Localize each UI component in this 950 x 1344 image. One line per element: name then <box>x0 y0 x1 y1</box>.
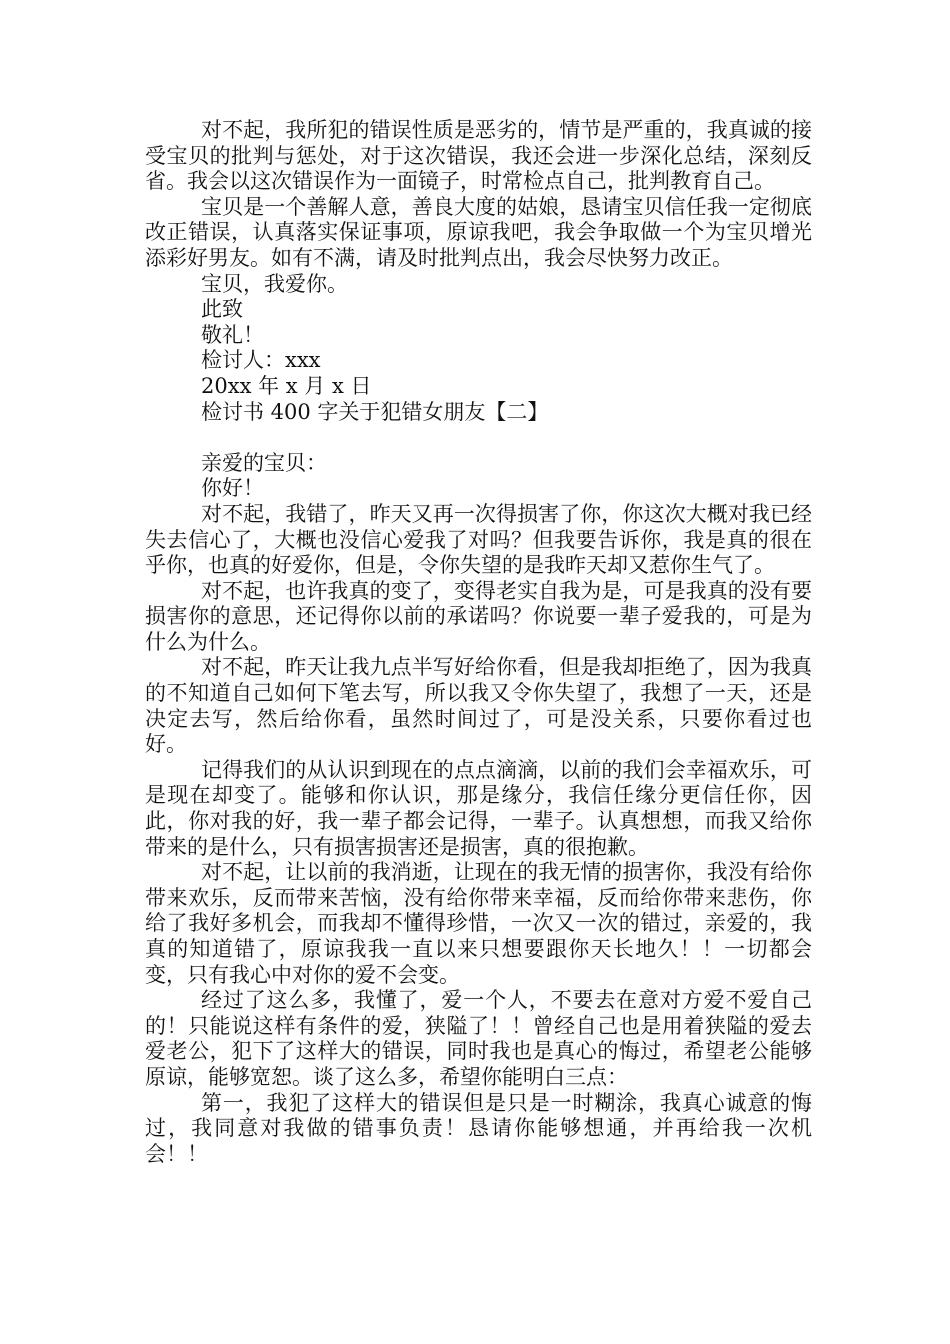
paragraph-refused-writing: 对不起，昨天让我九点半写好给你看，但是我却拒绝了，因为我真的不知道自己如何下笔去写，所以我又令你失望了，我想了一天，还是决定去写，然后给你看，虽然时间过了，可是没关系，只要你看过也好。 <box>145 655 812 757</box>
paragraph-changed: 对不起，也许我真的变了，变得老实自我为是，可是我真的没有要损害你的意思，还记得你以前的承诺吗？你说要一辈子爱我的，可是为什么为什么。 <box>145 578 812 654</box>
date-line: 20xx 年 x 月 x 日 <box>201 373 372 398</box>
paragraph-apology-nature: 对不起，我所犯的错误性质是恶劣的，情节是严重的，我真诚的接受宝贝的批判与惩处，对于这次错误，我还会进一步深化总结，深刻反省。我会以这次错误作为一面镜子，时常检点自己，批判教育自己。 <box>145 118 812 194</box>
paragraph-regret: 对不起，让以前的我消逝，让现在的我无情的损害你，我没有给你带来欢乐，反而带来苦恼，没有给你带来幸福，反而给你带来悲伤，你给了我好多机会，而我却不懂得珍惜，一次又一次的错过，亲爱的，我真的知道错了，原谅我我一直以来只想要跟你天长地久！！一切都会变，只有我心中对你的爱不会变。 <box>145 860 812 987</box>
paragraph-promise-change: 宝贝是一个善解人意，善良大度的姑娘，恳请宝贝信任我一定彻底改正错误，认真落实保证事项，原谅我吧，我会争取做一个为宝贝增光添彩好男友。如有不满，请及时批判点出，我会尽快努力改正。 <box>145 194 812 270</box>
blank-line <box>145 425 812 451</box>
signature-line: 检讨人：xxx <box>201 348 321 373</box>
closing-salute-line-2: 敬礼！ <box>201 322 264 347</box>
closing-salute-line-1: 此致 <box>201 297 243 322</box>
closing-love-line: 宝贝，我爱你。 <box>201 271 348 296</box>
document-page <box>145 118 812 1167</box>
paragraph-understanding: 经过了这么多，我懂了，爱一个人，不要去在意对方爱不爱自己的！只能说这样有条件的爱，狭隘了！！曾经自己也是用着狭隘的爱去爱老公，犯下了这样大的错误，同时我也是真心的悔过，希望老公能够原谅，能够宽恕。谈了这么多，希望你能明白三点： <box>145 988 812 1089</box>
paragraph-point-one: 第一，我犯了这样大的错误但是只是一时糊涂，我真心诚意的悔过，我同意对我做的错事负责！恳请你能够想通，并再给我一次机会！！ <box>145 1090 812 1166</box>
section-title: 检讨书 400 字关于犯错女朋友【二】 <box>201 399 549 424</box>
hello-line: 你好！ <box>201 476 264 501</box>
paragraph-sorry-again: 对不起，我错了，昨天又再一次得损害了你，你这次大概对我已经失去信心了，大概也没信心爱我了对吗？但我要告诉你，我是真的很在乎你，也真的好爱你，但是，令你失望的是我昨天却又惹你生气了。 <box>145 501 812 578</box>
paragraph-memories: 记得我们的从认识到现在的点点滴滴，以前的我们会幸福欢乐，可是现在却变了。能够和你认识，那是缘分，我信任缘分更信任你，因此，你对我的好，我一辈子都会记得，一辈子。认真想想，而我又给你带来的是什么，只有损害损害还是损害，真的很抱歉。 <box>145 757 812 859</box>
greeting-line: 亲爱的宝贝： <box>201 450 327 475</box>
